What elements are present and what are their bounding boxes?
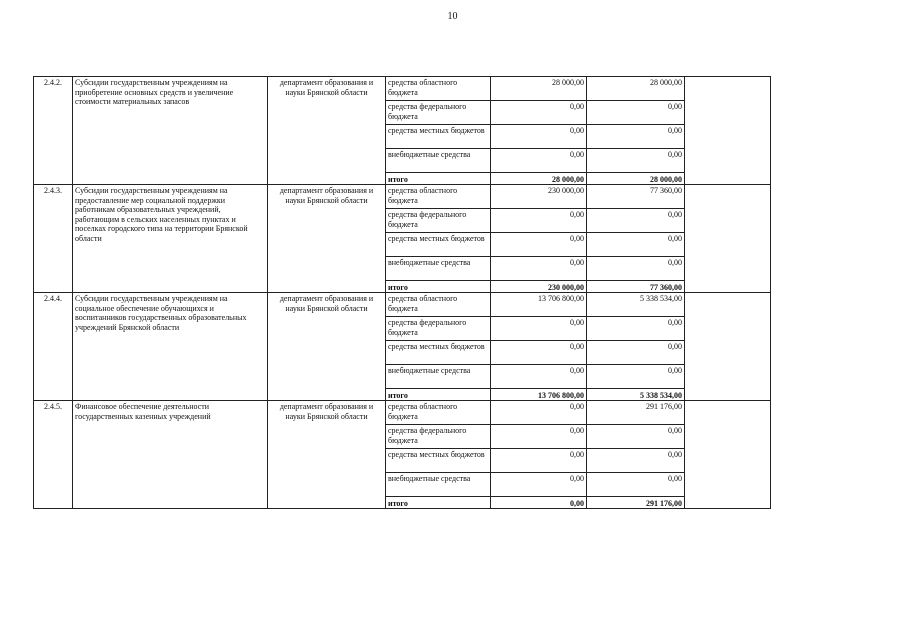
page-number: 10 <box>447 11 458 22</box>
empty-cell <box>685 401 771 509</box>
funding-amount: 5 338 534,00 <box>587 293 685 317</box>
funding-amount: 0,00 <box>491 365 587 389</box>
item-title: Субсидии государственным учреждениям на социальное обеспечение обучающихся и воспитанников государственных образовательных учреждений Брянской области <box>73 293 268 401</box>
funding-source-label: средства федерального бюджета <box>386 209 491 233</box>
funding-amount: 0,00 <box>587 101 685 125</box>
funding-amount: 0,00 <box>491 125 587 149</box>
funding-amount: 0,00 <box>491 425 587 449</box>
total-amount: 28 000,00 <box>491 173 587 185</box>
funding-amount: 0,00 <box>491 401 587 425</box>
funding-source-label: средства местных бюджетов <box>386 233 491 257</box>
funding-amount: 77 360,00 <box>587 185 685 209</box>
funding-amount: 0,00 <box>587 365 685 389</box>
funding-source-label: внебюджетные средства <box>386 473 491 497</box>
funding-amount: 0,00 <box>587 425 685 449</box>
funding-source-label: средства местных бюджетов <box>386 125 491 149</box>
budget-table <box>33 76 771 509</box>
item-number: 2.4.4. <box>34 293 73 401</box>
empty-cell <box>685 293 771 401</box>
funding-amount: 0,00 <box>587 125 685 149</box>
funding-amount: 0,00 <box>587 341 685 365</box>
funding-amount: 0,00 <box>587 317 685 341</box>
funding-source-label: средства областного бюджета <box>386 401 491 425</box>
empty-cell <box>685 185 771 293</box>
source-row <box>34 77 771 101</box>
budget-table-body <box>34 77 771 509</box>
funding-amount: 0,00 <box>587 449 685 473</box>
funding-amount: 0,00 <box>491 209 587 233</box>
total-amount: 28 000,00 <box>587 173 685 185</box>
total-amount: 291 176,00 <box>587 497 685 509</box>
funding-amount: 0,00 <box>491 341 587 365</box>
funding-amount: 0,00 <box>491 317 587 341</box>
funding-amount: 0,00 <box>587 233 685 257</box>
total-amount: 230 000,00 <box>491 281 587 293</box>
funding-amount: 0,00 <box>491 149 587 173</box>
funding-source-label: внебюджетные средства <box>386 365 491 389</box>
item-number: 2.4.3. <box>34 185 73 293</box>
funding-amount: 0,00 <box>587 257 685 281</box>
funding-source-label: средства местных бюджетов <box>386 449 491 473</box>
funding-source-label: средства областного бюджета <box>386 185 491 209</box>
funding-amount: 230 000,00 <box>491 185 587 209</box>
total-amount: 77 360,00 <box>587 281 685 293</box>
funding-amount: 28 000,00 <box>587 77 685 101</box>
funding-amount: 13 706 800,00 <box>491 293 587 317</box>
item-executor: департамент образования и науки Брянской области <box>268 77 386 185</box>
item-executor: департамент образования и науки Брянской области <box>268 293 386 401</box>
funding-source-label: средства федерального бюджета <box>386 317 491 341</box>
funding-amount: 28 000,00 <box>491 77 587 101</box>
funding-amount: 0,00 <box>587 209 685 233</box>
item-title: Финансовое обеспечение деятельности государственных казенных учреждений <box>73 401 268 509</box>
funding-source-label: средства федерального бюджета <box>386 101 491 125</box>
total-amount: 13 706 800,00 <box>491 389 587 401</box>
funding-source-label: внебюджетные средства <box>386 149 491 173</box>
funding-amount: 0,00 <box>491 473 587 497</box>
item-number: 2.4.5. <box>34 401 73 509</box>
item-title: Субсидии государственным учреждениям на приобретение основных средств и увеличение стоимости материальных запасов <box>73 77 268 185</box>
funding-source-label: средства федерального бюджета <box>386 425 491 449</box>
source-row <box>34 185 771 209</box>
item-title: Субсидии государственным учреждениям на предоставление мер социальной поддержки работникам образовательных учреждений, работающим в сельских населенных пунктах и поселках городского типа на территории Брянской области <box>73 185 268 293</box>
item-number: 2.4.2. <box>34 77 73 185</box>
funding-amount: 0,00 <box>491 257 587 281</box>
funding-source-label: средства областного бюджета <box>386 293 491 317</box>
funding-amount: 0,00 <box>587 149 685 173</box>
total-amount: 0,00 <box>491 497 587 509</box>
funding-amount: 0,00 <box>491 233 587 257</box>
funding-amount: 291 176,00 <box>587 401 685 425</box>
source-row <box>34 293 771 317</box>
total-amount: 5 338 534,00 <box>587 389 685 401</box>
funding-amount: 0,00 <box>491 449 587 473</box>
funding-amount: 0,00 <box>491 101 587 125</box>
funding-source-label: внебюджетные средства <box>386 257 491 281</box>
total-label: итого <box>386 389 491 401</box>
funding-source-label: средства областного бюджета <box>386 77 491 101</box>
empty-cell <box>685 77 771 185</box>
item-executor: департамент образования и науки Брянской области <box>268 401 386 509</box>
source-row <box>34 401 771 425</box>
funding-amount: 0,00 <box>587 473 685 497</box>
item-executor: департамент образования и науки Брянской области <box>268 185 386 293</box>
total-label: итого <box>386 173 491 185</box>
total-label: итого <box>386 497 491 509</box>
funding-source-label: средства местных бюджетов <box>386 341 491 365</box>
total-label: итого <box>386 281 491 293</box>
